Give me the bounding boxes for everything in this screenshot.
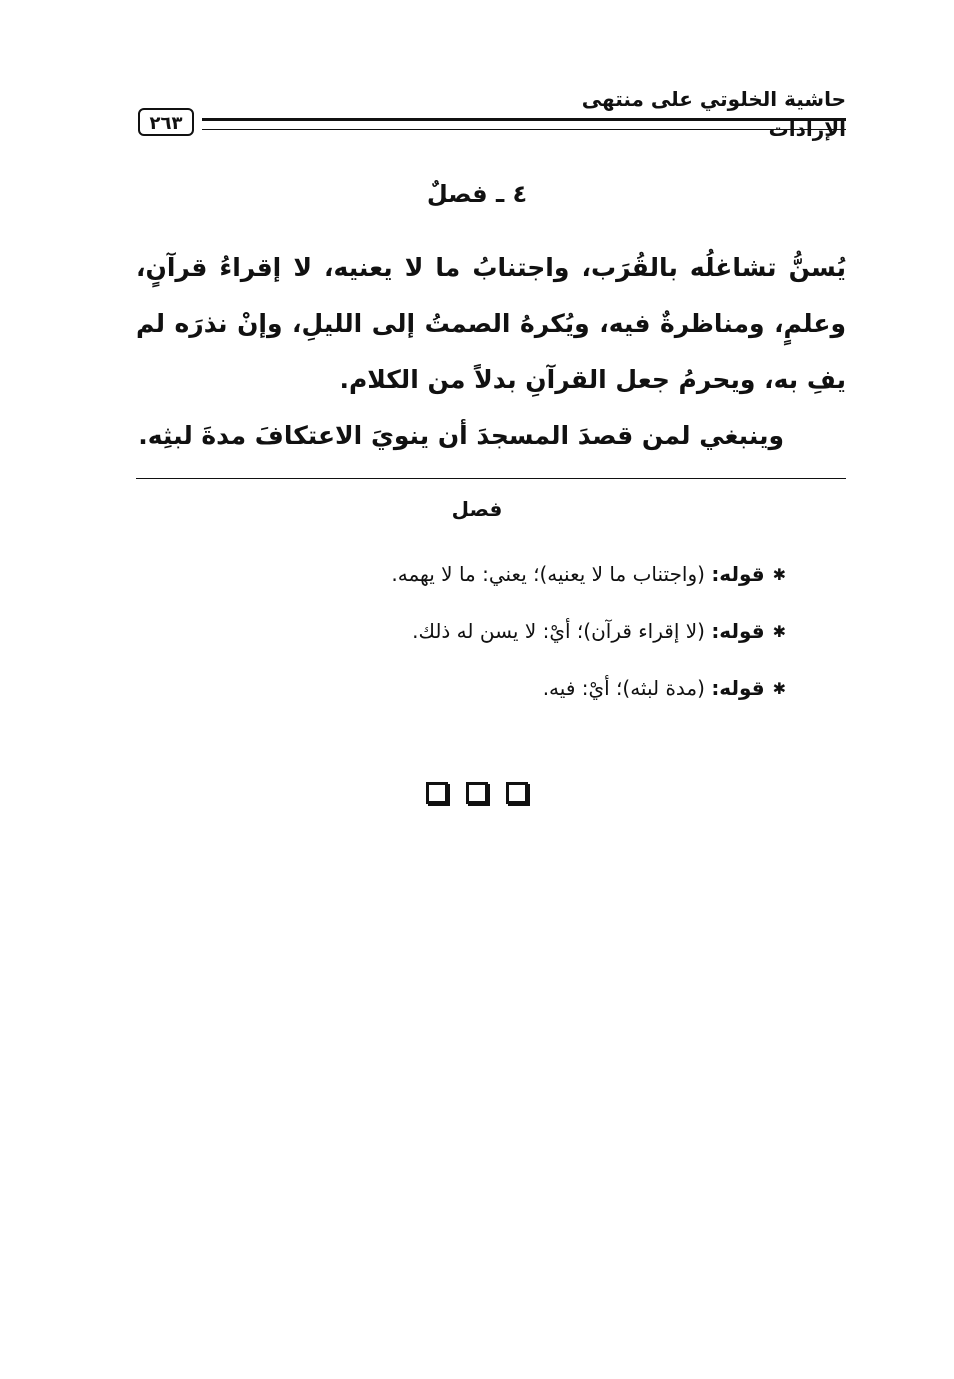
end-ornament [0, 782, 954, 804]
commentary-item [136, 546, 786, 603]
commentary-text: (لا إقراء قرآن)؛ أيْ: لا يسن له ذلك. [412, 619, 705, 643]
square-box-icon [466, 782, 488, 804]
footnote-rule [136, 478, 846, 479]
running-title: حاشية الخلوتي على منتهى الإرادات [581, 87, 846, 141]
square-box-icon [426, 782, 448, 804]
commentary-list [136, 546, 786, 717]
commentary-lead: قوله: [711, 619, 765, 643]
star-bullet-icon: ✱ [772, 565, 786, 584]
commentary-heading: فصل [451, 497, 503, 521]
commentary-lead: قوله: [711, 562, 765, 586]
main-text [136, 240, 846, 464]
star-bullet-icon: ✱ [772, 622, 786, 641]
commentary-item [136, 660, 786, 717]
main-paragraph-1: يُسنُّ تشاغلُه بالقُرَب، واجتنابُ ما لا يعنيه، لا إقراءُ قرآنٍ، وعلمٍ، ومناظرةٌ فيه، ويُكرهُ الصمتُ إلى الليلِ، وإنْ نذرَه لم يفِ به، ويحرمُ جعل القرآنِ بدلاً من الكلام. [136, 253, 846, 394]
commentary-text: (مدة لبثه)؛ أيْ: فيه. [542, 676, 705, 700]
commentary-lead: قوله: [711, 676, 765, 700]
header-rule [202, 118, 846, 130]
commentary-text: (واجتناب ما لا يعنيه)؛ يعني: ما لا يهمه. [391, 562, 705, 586]
main-paragraph-2: وينبغي لمن قصدَ المسجدَ أن ينويَ الاعتكافَ مدةَ لبثِه. [138, 421, 784, 450]
commentary-item [136, 603, 786, 660]
square-box-icon [506, 782, 528, 804]
section-heading: ٤ ـ فصلٌ [426, 180, 528, 208]
star-bullet-icon: ✱ [772, 679, 786, 698]
page-number: ٢٦٣ [138, 108, 194, 136]
